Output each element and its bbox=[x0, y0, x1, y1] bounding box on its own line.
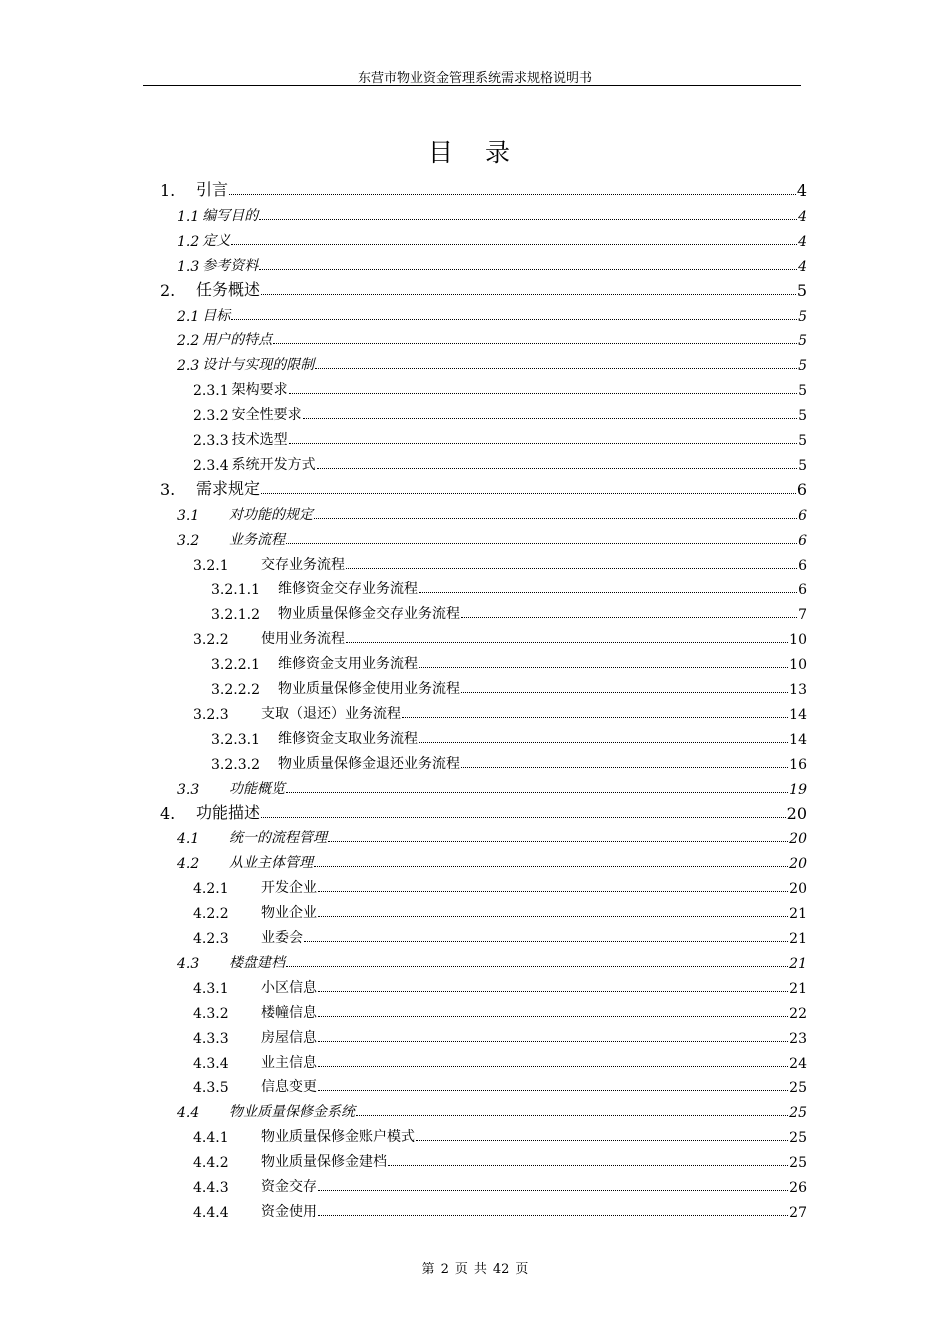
toc-entry-number: 3.3 bbox=[177, 781, 200, 798]
toc-entry-title: 信息变更 bbox=[261, 1079, 317, 1096]
toc-dot-leader bbox=[286, 543, 797, 544]
toc-entry-page-number: 13 bbox=[789, 682, 807, 698]
toc-entry-title: 业务流程 bbox=[229, 531, 285, 548]
toc-entry-number: 2.3.1 bbox=[193, 383, 229, 400]
toc-entry[interactable] bbox=[177, 1097, 807, 1121]
toc-entry-number: 3.2.1.2 bbox=[211, 607, 260, 624]
toc-entry-number: 2.1 bbox=[177, 308, 200, 325]
toc-entry-number: 2.2 bbox=[177, 333, 200, 350]
toc-dot-leader bbox=[259, 219, 797, 220]
toc-entry-title: 功能概览 bbox=[229, 780, 285, 797]
toc-entry[interactable] bbox=[193, 550, 807, 574]
toc-entry-number: 2. bbox=[160, 280, 176, 300]
toc-entry-title: 引言 bbox=[196, 180, 229, 199]
toc-dot-leader bbox=[261, 294, 796, 295]
toc-entry-number: 3.2.2 bbox=[193, 632, 229, 649]
toc-dot-leader bbox=[259, 269, 797, 270]
toc-entry-number: 3.2.3 bbox=[193, 706, 229, 723]
toc-entry[interactable] bbox=[193, 1197, 807, 1221]
toc-entry[interactable] bbox=[177, 948, 807, 972]
toc-entry-page-number: 25 bbox=[789, 1080, 807, 1097]
toc-entry-page-number: 20 bbox=[789, 881, 807, 898]
toc-dot-leader bbox=[318, 1190, 788, 1191]
toc-entry[interactable] bbox=[193, 973, 807, 997]
toc-entry-title: 架构要求 bbox=[231, 382, 288, 399]
toc-entry-number: 4.4 bbox=[177, 1105, 200, 1122]
toc-entry[interactable] bbox=[193, 375, 807, 399]
toc-entry-page-number: 5 bbox=[798, 308, 807, 325]
toc-entry-title: 使用业务流程 bbox=[261, 631, 345, 648]
toc-entry-title: 维修资金交存业务流程 bbox=[278, 581, 418, 598]
toc-entry[interactable] bbox=[177, 525, 807, 549]
toc-entry[interactable] bbox=[177, 823, 807, 847]
toc-entry-page-number: 6 bbox=[798, 582, 807, 599]
toc-entry[interactable] bbox=[193, 1072, 807, 1096]
toc-entry[interactable] bbox=[193, 1172, 807, 1196]
toc-entry-number: 1.1 bbox=[177, 208, 200, 225]
toc-entry-page-number: 6 bbox=[798, 557, 807, 574]
toc-entry-title: 需求规定 bbox=[196, 478, 261, 498]
toc-entry-title: 业委会 bbox=[261, 930, 303, 946]
toc-entry-title: 任务概述 bbox=[196, 279, 261, 299]
toc-entry-number: 4.2.1 bbox=[193, 881, 229, 898]
toc-entry[interactable] bbox=[193, 923, 807, 947]
toc-entry-number: 2.3.2 bbox=[193, 408, 229, 425]
toc-entry-page-number: 4 bbox=[798, 233, 807, 250]
toc-entry-page-number: 10 bbox=[789, 632, 807, 649]
toc-dot-leader bbox=[318, 891, 788, 892]
toc-entry-number: 4.3.2 bbox=[193, 1005, 229, 1022]
toc-entry-page-number: 4 bbox=[798, 208, 807, 225]
toc-entry-page-number: 16 bbox=[789, 756, 807, 773]
toc-entry-number: 3. bbox=[160, 479, 176, 499]
toc-entry-page-number: 5 bbox=[798, 457, 807, 474]
toc-entry-page-number: 7 bbox=[798, 607, 807, 624]
toc-entry-page-number: 10 bbox=[789, 657, 807, 674]
toc-dot-leader bbox=[286, 792, 788, 793]
footer-total-pages: 42 bbox=[492, 1262, 510, 1277]
toc-entry-page-number: 26 bbox=[789, 1180, 807, 1196]
toc-entry[interactable] bbox=[177, 774, 807, 798]
toc-dot-leader bbox=[356, 1115, 788, 1116]
toc-dot-leader bbox=[318, 1041, 788, 1042]
toc-entry[interactable] bbox=[211, 574, 807, 598]
toc-entry-page-number: 23 bbox=[789, 1030, 807, 1047]
toc-entry-title: 支取（退还）业务流程 bbox=[261, 705, 401, 722]
toc-dot-leader bbox=[289, 393, 797, 394]
toc-entry-page-number: 6 bbox=[796, 479, 807, 499]
toc-entry-page-number: 21 bbox=[789, 955, 807, 972]
toc-entry[interactable] bbox=[193, 425, 807, 449]
toc-entry-page-number: 6 bbox=[798, 507, 807, 524]
toc-dot-leader bbox=[318, 1066, 788, 1067]
toc-entry-number: 3.2.1 bbox=[193, 557, 229, 574]
toc-dot-leader bbox=[388, 1165, 788, 1166]
toc-entry-page-number: 5 bbox=[796, 280, 807, 300]
toc-entry-page-number: 14 bbox=[789, 706, 807, 723]
toc-dot-leader bbox=[317, 468, 797, 469]
footer-prefix: 第 bbox=[421, 1262, 435, 1277]
toc-entry[interactable] bbox=[177, 226, 807, 250]
toc-entry-title: 物业质量保修金交存业务流程 bbox=[278, 606, 460, 623]
toc-entry-page-number: 20 bbox=[786, 803, 807, 823]
toc-entry-title: 物业质量保修金建档 bbox=[261, 1154, 387, 1171]
toc-entry-number: 1. bbox=[160, 181, 176, 200]
toc-entry-number: 2.3.3 bbox=[193, 433, 229, 449]
toc-entry-page-number: 25 bbox=[789, 1130, 807, 1147]
toc-entry-title: 功能描述 bbox=[196, 802, 261, 822]
toc-entry[interactable] bbox=[177, 251, 807, 275]
toc-entry[interactable] bbox=[211, 724, 807, 748]
toc-entry-title: 开发企业 bbox=[261, 880, 317, 897]
toc-entry-page-number: 14 bbox=[789, 731, 807, 748]
toc-entry-title: 交存业务流程 bbox=[261, 556, 345, 573]
toc-entry-title: 设计与实现的限制 bbox=[202, 357, 315, 374]
toc-entry-number: 4.3 bbox=[177, 955, 200, 972]
toc-entry-number: 1.3 bbox=[177, 258, 200, 275]
toc-dot-leader bbox=[318, 991, 788, 992]
toc-entry-number: 4.3.4 bbox=[193, 1055, 229, 1072]
toc-entry-title: 从业主体管理 bbox=[229, 855, 313, 872]
toc-entry-page-number: 6 bbox=[798, 532, 807, 549]
toc-entry[interactable] bbox=[160, 276, 807, 300]
toc-entry-title: 技术选型 bbox=[231, 432, 288, 448]
toc-entry-page-number: 20 bbox=[789, 856, 807, 873]
toc-dot-leader bbox=[261, 493, 796, 494]
toc-entry-number: 3.1 bbox=[177, 507, 200, 524]
toc-entry-page-number: 5 bbox=[798, 333, 807, 350]
toc-dot-leader bbox=[461, 617, 797, 618]
toc-entry[interactable] bbox=[193, 1122, 807, 1146]
toc-title: 目 录 bbox=[428, 138, 522, 167]
toc-entry-page-number: 21 bbox=[789, 906, 807, 923]
toc-entry-title: 物业企业 bbox=[261, 905, 317, 922]
toc-dot-leader bbox=[328, 841, 788, 842]
toc-entry-title: 资金使用 bbox=[261, 1203, 317, 1220]
toc-entry[interactable] bbox=[160, 475, 807, 499]
toc-dot-leader bbox=[289, 443, 797, 444]
toc-entry-title: 楼幢信息 bbox=[261, 1004, 317, 1021]
toc-entry-title: 物业质量保修金系统 bbox=[229, 1104, 355, 1121]
toc-entry-title: 资金交存 bbox=[261, 1179, 317, 1195]
toc-entry-number: 3.2.3.2 bbox=[211, 756, 260, 773]
toc-entry-title: 定义 bbox=[202, 232, 231, 249]
toc-entry[interactable] bbox=[193, 1048, 807, 1072]
toc-dot-leader bbox=[231, 319, 797, 320]
toc-dot-leader bbox=[303, 418, 797, 419]
toc-entry-title: 参考资料 bbox=[202, 257, 259, 274]
toc-entry-page-number: 20 bbox=[789, 831, 807, 848]
toc-entry-title: 物业质量保修金退还业务流程 bbox=[278, 755, 460, 772]
toc-entry-number: 3.2.1.1 bbox=[211, 582, 260, 599]
toc-entry[interactable] bbox=[160, 799, 807, 823]
toc-entry[interactable] bbox=[177, 201, 807, 225]
toc-entry-page-number: 21 bbox=[789, 931, 807, 947]
toc-entry-page-number: 27 bbox=[789, 1204, 807, 1221]
header-rule bbox=[143, 85, 801, 86]
toc-entry-number: 4.3.3 bbox=[193, 1030, 229, 1047]
footer-total-word: 共 bbox=[473, 1262, 487, 1277]
toc-entry-page-number: 22 bbox=[789, 1005, 807, 1022]
toc-entry[interactable] bbox=[177, 500, 807, 524]
toc-entry-title: 对功能的规定 bbox=[229, 506, 313, 523]
toc-entry-page-number: 24 bbox=[789, 1055, 807, 1072]
toc-entry[interactable] bbox=[193, 1023, 807, 1047]
toc-entry-title: 物业质量保修金账户模式 bbox=[261, 1129, 415, 1146]
toc-dot-leader bbox=[261, 817, 786, 818]
toc-entry-number: 4.2.2 bbox=[193, 906, 229, 923]
toc-entry[interactable] bbox=[211, 649, 807, 673]
toc-entry-number: 2.3.4 bbox=[193, 457, 229, 474]
page-header: 东营市物业资金管理系统需求规格说明书 bbox=[357, 71, 592, 86]
toc-entry-number: 3.2.2.2 bbox=[211, 682, 260, 698]
toc-dot-leader bbox=[318, 916, 788, 917]
toc-entry[interactable] bbox=[193, 699, 807, 723]
toc-dot-leader bbox=[304, 941, 788, 942]
toc-dot-leader bbox=[286, 966, 788, 967]
footer-current-page: 2 bbox=[440, 1262, 449, 1277]
toc-entry-title: 安全性要求 bbox=[231, 407, 302, 424]
toc-entry[interactable] bbox=[211, 599, 807, 623]
toc-dot-leader bbox=[318, 1215, 788, 1216]
toc-entry-title: 物业质量保修金使用业务流程 bbox=[278, 681, 460, 697]
toc-entry-title: 楼盘建档 bbox=[229, 954, 285, 971]
toc-entry-title: 用户的特点 bbox=[202, 332, 273, 349]
toc-entry-number: 3.2.3.1 bbox=[211, 731, 260, 748]
toc-dot-leader bbox=[318, 1090, 788, 1091]
toc-entry-title: 统一的流程管理 bbox=[229, 830, 327, 847]
toc-entry-title: 小区信息 bbox=[261, 979, 317, 996]
toc-entry-page-number: 25 bbox=[789, 1155, 807, 1172]
toc-dot-leader bbox=[346, 642, 788, 643]
toc-entry-number: 4.4.4 bbox=[193, 1204, 229, 1221]
toc-entry[interactable] bbox=[211, 749, 807, 773]
toc-entry[interactable] bbox=[193, 898, 807, 922]
toc-entry-page-number: 21 bbox=[789, 980, 807, 997]
toc-dot-leader bbox=[402, 717, 788, 718]
toc-entry-page-number: 4 bbox=[798, 258, 807, 275]
toc-entry[interactable] bbox=[177, 301, 807, 325]
toc-dot-leader bbox=[318, 1016, 788, 1017]
toc-entry[interactable] bbox=[193, 873, 807, 897]
toc-entry[interactable] bbox=[177, 350, 807, 374]
toc-dot-leader bbox=[419, 592, 797, 593]
toc-entry-page-number: 5 bbox=[798, 433, 807, 449]
toc-entry-title: 维修资金支用业务流程 bbox=[278, 656, 418, 673]
toc-entry-page-number: 5 bbox=[798, 358, 807, 375]
toc-entry[interactable] bbox=[193, 450, 807, 474]
toc-dot-leader bbox=[273, 343, 797, 344]
footer-suffix: 页 bbox=[515, 1262, 529, 1277]
toc-entry[interactable] bbox=[160, 176, 807, 200]
toc-entry-number: 4.3.5 bbox=[193, 1080, 229, 1097]
toc-dot-leader bbox=[229, 194, 796, 195]
toc-entry-number: 3.2 bbox=[177, 532, 200, 549]
toc-entry[interactable] bbox=[193, 1147, 807, 1171]
toc-dot-leader bbox=[315, 368, 797, 369]
toc-dot-leader bbox=[419, 667, 788, 668]
toc-entry-page-number: 5 bbox=[798, 383, 807, 400]
toc-entry[interactable] bbox=[177, 848, 807, 872]
toc-entry-number: 4.3.1 bbox=[193, 980, 229, 997]
toc-entry-number: 2.3 bbox=[177, 358, 200, 375]
toc-entry-number: 4. bbox=[160, 803, 176, 823]
toc-entry-number: 4.4.2 bbox=[193, 1155, 229, 1172]
toc-entry-title: 目标 bbox=[202, 307, 231, 324]
toc-entry-title: 维修资金支取业务流程 bbox=[278, 730, 418, 747]
toc-dot-leader bbox=[314, 518, 797, 519]
toc-entry[interactable] bbox=[211, 674, 807, 698]
toc-dot-leader bbox=[461, 692, 788, 693]
toc-dot-leader bbox=[314, 866, 788, 867]
toc-dot-leader bbox=[416, 1140, 788, 1141]
toc-entry-title: 编写目的 bbox=[202, 207, 259, 224]
toc-dot-leader bbox=[231, 244, 797, 245]
toc-entry-page-number: 4 bbox=[796, 181, 807, 200]
toc-dot-leader bbox=[461, 767, 788, 768]
toc-dot-leader bbox=[346, 568, 797, 569]
toc-entry-number: 1.2 bbox=[177, 233, 200, 250]
footer-page-word: 页 bbox=[454, 1262, 468, 1277]
toc-entry-number: 4.2.3 bbox=[193, 931, 229, 947]
toc-entry-title: 系统开发方式 bbox=[231, 456, 316, 473]
toc-entry-number: 4.2 bbox=[177, 856, 200, 873]
toc-entry-page-number: 19 bbox=[789, 781, 807, 798]
toc-entry-number: 4.4.1 bbox=[193, 1130, 229, 1147]
toc-entry-page-number: 25 bbox=[789, 1105, 807, 1122]
toc-entry-title: 房屋信息 bbox=[261, 1029, 317, 1046]
toc-entry-number: 4.4.3 bbox=[193, 1180, 229, 1196]
toc-entry[interactable] bbox=[193, 998, 807, 1022]
toc-entry-number: 3.2.2.1 bbox=[211, 657, 260, 674]
toc-entry-page-number: 5 bbox=[798, 408, 807, 425]
toc-entry-title: 业主信息 bbox=[261, 1054, 317, 1071]
toc-entry[interactable] bbox=[193, 400, 807, 424]
toc-entry[interactable] bbox=[177, 325, 807, 349]
page-footer bbox=[0, 1258, 950, 1277]
toc-entry-number: 4.1 bbox=[177, 831, 200, 848]
toc-entry[interactable] bbox=[193, 624, 807, 648]
toc-dot-leader bbox=[419, 742, 788, 743]
